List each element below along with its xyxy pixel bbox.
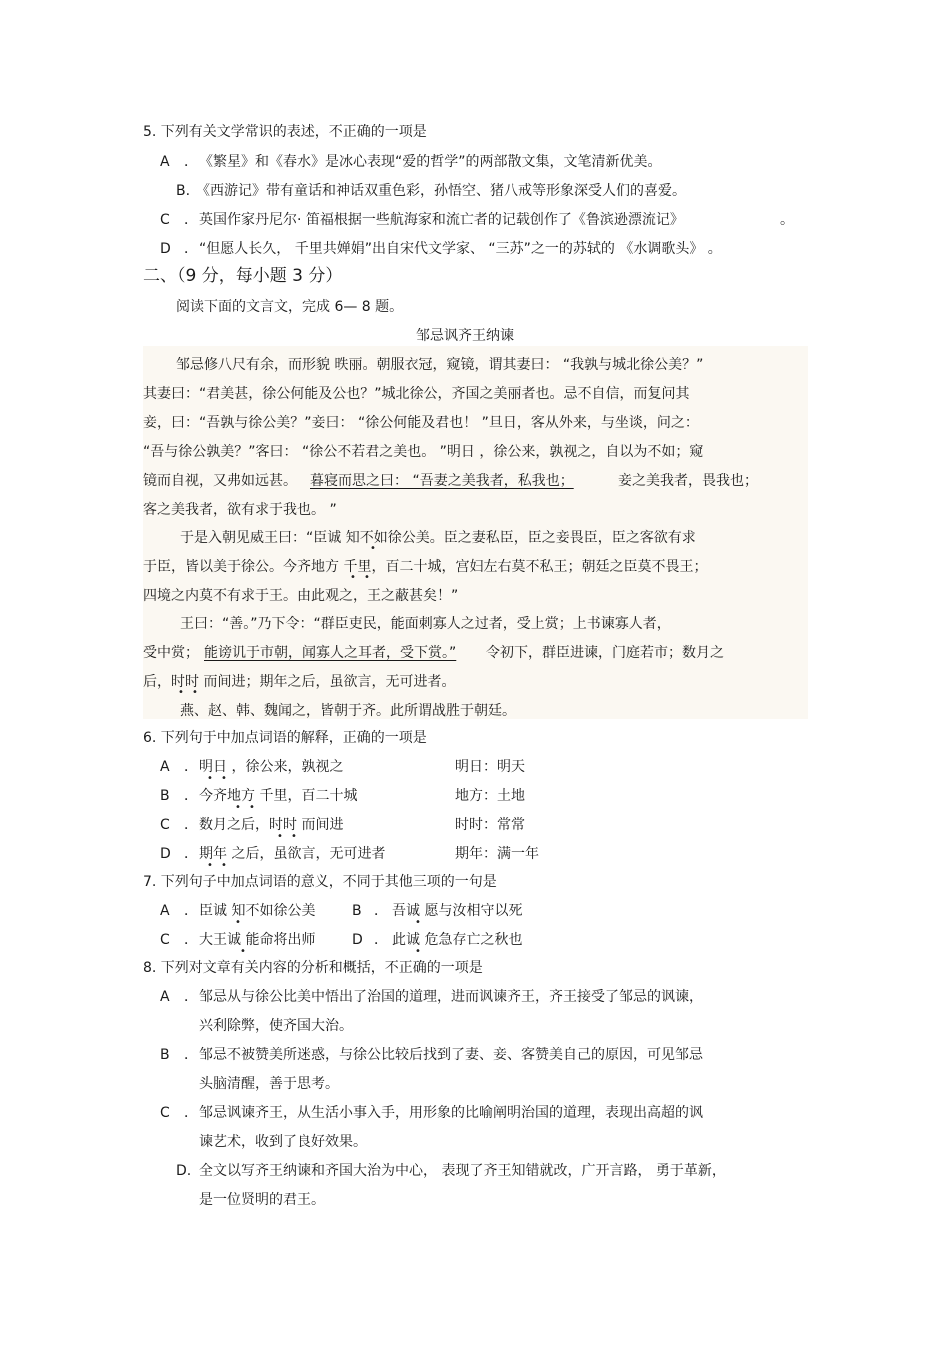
q7-option-b-text: 吾诚 愿与汝相守以死 — [392, 903, 523, 919]
emphasis-dot: • — [221, 860, 227, 871]
q5-option-d-label: D — [160, 241, 171, 257]
q7-option-d-text: 此诚 危急存亡之秋也 — [392, 932, 523, 948]
q7-option-b-label: B — [352, 903, 362, 919]
passage-line: 镜而自视，又弗如远甚。 — [143, 473, 297, 489]
passage-line: 四境之内莫不有求于王。由此观之，王之蔽甚矣！” — [143, 588, 459, 604]
q5-option-a-text: 《繁星》和《春水》是冰心表现“爱的哲学”的两部散文集，文笔清新优美。 — [199, 154, 662, 170]
q5-sep: ． — [184, 154, 198, 170]
passage-line: 邹忌修八尺有余，而形貌 昳丽。朝服衣冠，窥镜，谓其妻曰： “我孰与城北徐公美？” — [176, 357, 704, 373]
q5-stem: 5. 下列有关文学常识的表述，不正确的一项是 — [143, 124, 427, 140]
emphasis-dot: • — [221, 773, 227, 784]
q5-option-c-tail: 。 — [780, 212, 794, 228]
q6-option-c-label: C — [160, 817, 170, 833]
q7-option-a-text: 臣诚 知不如徐公美 — [199, 903, 316, 919]
emphasis-dot: • — [207, 860, 213, 871]
q6-stem: 6. 下列句于中加点词语的解释，正确的一项是 — [143, 730, 427, 746]
q7-option-c-label: C — [160, 932, 170, 948]
q7-sep: ． — [374, 932, 388, 948]
q7-sep: ． — [374, 903, 388, 919]
emphasis-dot: • — [291, 831, 297, 842]
passage-underlined: 能谤讥于市朝，闻寡人之耳者，受下赏。” — [204, 645, 457, 661]
emphasis-dot: • — [235, 917, 241, 928]
q5-option-c-text: 英国作家丹尼尔· 笛福根据一些航海家和流亡者的记载创作了《鲁滨逊漂流记》 — [199, 212, 684, 228]
q6-sep: ． — [184, 817, 198, 833]
q7-option-a-label: A — [160, 903, 170, 919]
q7-stem: 7. 下列句子中加点词语的意义，不同于其他三项的一句是 — [143, 874, 497, 890]
q6-option-b-text: 今齐地方 千里，百二十城 — [199, 788, 358, 804]
q8-option-c-label: C — [160, 1105, 170, 1121]
q6-option-c-gloss: 时时：常常 — [455, 817, 525, 833]
q8-option-d-line1: 全文以写齐王纳谏和齐国大治为中心， 表现了齐王知错就改，广开言路， 勇于革新， — [199, 1163, 726, 1179]
passage-line: 后，时时 而间进；期年之后，虽欲言，无可进者。 — [143, 674, 456, 690]
q8-sep: ． — [184, 1105, 198, 1121]
passage-line: 于是入朝见威王曰：“臣诚 知不如徐公美。臣之妻私臣，臣之妾畏臣，臣之客欲有求 — [180, 530, 696, 546]
q6-option-c-text: 数月之后，时时 而间进 — [199, 817, 344, 833]
passage-underlined: 暮寝而思之曰： “吾妻之美我者，私我也； — [310, 473, 574, 489]
q6-option-b-gloss: 地方：土地 — [455, 788, 525, 804]
emphasis-dot: • — [370, 543, 376, 554]
q8-option-b-line2: 头脑清醒，善于思考。 — [199, 1076, 339, 1092]
q5-option-d-text: “但愿人长久， 千里共婵娟”出自宋代文学家、 “三苏”之一的苏轼的 《水调歌头》 。 — [199, 241, 722, 257]
q7-sep: ． — [184, 932, 198, 948]
emphasis-dot: • — [350, 572, 356, 583]
q8-option-b-line1: 邹忌不被赞美所迷惑，与徐公比较后找到了妻、妾、客赞美自己的原因，可见邹忌 — [199, 1047, 703, 1063]
passage-line: 妾之美我者，畏我也； — [618, 473, 758, 489]
emphasis-dot: • — [178, 687, 184, 698]
emphasis-dot: • — [249, 802, 255, 813]
q5-sep: ． — [184, 241, 198, 257]
section-instruction: 阅读下面的文言文，完成 6— 8 题。 — [176, 299, 404, 315]
q5-option-b-label: B. — [176, 183, 191, 199]
passage-line: 客之美我者，欲有求于我也。 ” — [143, 502, 337, 518]
emphasis-dot: • — [207, 773, 213, 784]
q5-option-a-label: A — [160, 154, 170, 170]
emphasis-dot: • — [415, 917, 421, 928]
q6-option-d-text: 期年 之后，虽欲言，无可进者 — [199, 846, 386, 862]
q6-option-d-gloss: 期年：满一年 — [455, 846, 539, 862]
q8-stem: 8. 下列对文章有关内容的分析和概括，不正确的一项是 — [143, 960, 483, 976]
passage-line: 燕、赵、韩、魏闻之，皆朝于齐。此所谓战胜于朝廷。 — [180, 703, 516, 719]
q8-option-d-line2: 是一位贤明的君王。 — [199, 1192, 325, 1208]
section-heading: 二、（9 分，每小题 3 分） — [143, 266, 343, 286]
q8-option-b-label: B — [160, 1047, 170, 1063]
emphasis-dot: • — [364, 572, 370, 583]
q8-sep: ． — [184, 989, 198, 1005]
emphasis-dot: • — [235, 802, 241, 813]
passage-line: 其妻曰：“君美甚，徐公何能及公也？”城北徐公，齐国之美丽者也。忌不自信，而复问其 — [143, 386, 690, 402]
q6-option-a-gloss: 明日：明天 — [455, 759, 525, 775]
q6-option-d-label: D — [160, 846, 171, 862]
q5-option-c-label: C — [160, 212, 170, 228]
q8-option-a-line1: 邹忌从与徐公比美中悟出了治国的道理，进而讽谏齐王，齐王接受了邹忌的讽谏， — [199, 989, 703, 1005]
q8-option-c-line1: 邹忌讽谏齐王，从生活小事入手，用形象的比喻阐明治国的道理，表现出高超的讽 — [199, 1105, 703, 1121]
q7-sep: ． — [184, 903, 198, 919]
q6-sep: ． — [184, 759, 198, 775]
q8-option-c-line2: 谏艺术，收到了良好效果。 — [199, 1134, 367, 1150]
emphasis-dot: • — [192, 687, 198, 698]
q6-sep: ． — [184, 788, 198, 804]
emphasis-dot: • — [240, 946, 246, 957]
q6-option-a-text: 明日 ，徐公来，孰视之 — [199, 759, 344, 775]
passage-line: 受中赏； — [143, 645, 199, 661]
q7-option-c-text: 大王诚 能命将出师 — [199, 932, 316, 948]
q8-option-a-line2: 兴利除弊，使齐国大治。 — [199, 1018, 353, 1034]
q5-option-b-text: 《西游记》带有童话和神话双重色彩，孙悟空、猪八戒等形象深受人们的喜爱。 — [196, 183, 686, 199]
passage-line: 令初下，群臣进谏，门庭若市；数月之 — [486, 645, 724, 661]
q7-option-d-label: D — [352, 932, 363, 948]
q5-sep: ． — [184, 212, 198, 228]
passage-line: 妾，曰：“吾孰与徐公美？”妾曰： “徐公何能及君也！ ”旦日，客从外来，与坐谈，问之： — [143, 415, 699, 431]
q8-sep: ． — [184, 1047, 198, 1063]
passage-line: “吾与徐公孰美？”客曰： “徐公不若君之美也。 ”明日 ，徐公来，孰视之，自以为不如；窥 — [143, 444, 704, 460]
q6-option-a-label: A — [160, 759, 170, 775]
q8-option-a-label: A — [160, 989, 170, 1005]
emphasis-dot: • — [277, 831, 283, 842]
emphasis-dot: • — [415, 946, 421, 957]
passage-title: 邹忌讽齐王纳谏 — [416, 328, 514, 344]
q6-option-b-label: B — [160, 788, 170, 804]
passage-line: 王曰：“善。”乃下令：“群臣吏民，能面刺寡人之过者，受上赏；上书谏寡人者， — [180, 616, 671, 632]
q6-sep: ． — [184, 846, 198, 862]
q8-option-d-label: D. — [176, 1163, 192, 1179]
passage-line: 于臣，皆以美于徐公。今齐地方 千里，百二十城，宫妇左右莫不私王；朝廷之臣莫不畏王； — [143, 559, 708, 575]
